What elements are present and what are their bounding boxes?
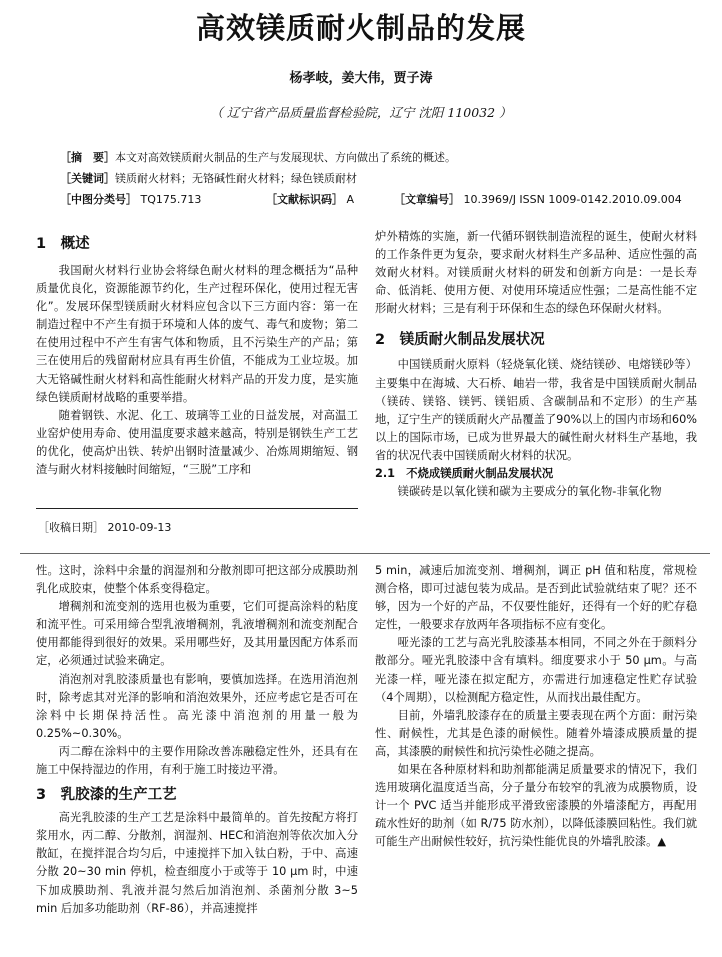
upper-right-column [375,228,697,501]
abstract-text: 本文对高效镁质耐火制品的生产与发展现状、方向做出了系统的概述。 [115,151,456,164]
paragraph: 消泡剂对乳胶漆质量也有影响，要慎加选择。在选用消泡剂时，除考虑其对光泽的影响和消泡效果外，还应考虑它是否可在涂料中长期保持活性。高光漆中消泡剂的用量一般为0.25%~0.30%。 [36,672,358,740]
paragraph: 中国镁质耐火原料（轻烧氧化镁、烧结镁砂、电熔镁砂等）主要集中在海城、大石桥、岫岩一带，我省是中国镁质耐火制品（镁砖、镁铬、镁钙、镁铝质、含碳制品和不定形）的生产基地，辽宁生产的镁质耐火产品覆盖了90%以上的国内市场和60%以上的国际市场，已成为世界最大的碱性耐火材料生产基地，我省的状况代表中国镁质耐火材料的状况。 [375,358,697,462]
footnote-divider [36,508,358,509]
subsection-2-1-heading: 2.1 不烧成镁质耐火制品发展状况 [375,467,554,481]
paragraph: 丙二醇在涂料中的主要作用除改善冻融稳定性外，还具有在施工中保持湿边的作用，有利于施工时接边平滑。 [36,744,358,777]
section-2-heading: 2 镁质耐火制品发展状况 [375,332,545,349]
paragraph: 5 min，减速后加流变剂、增稠剂，调正 pH 值和粘度，常规检测合格，即可过滤包装为成品。是否到此试验就结束了呢？还不够，因为一个好的产品，不仅要性能好，还得有一个好的贮存稳定性，一般要求存放两年各项指标不应有变化。 [375,564,697,632]
paragraph: 增稠剂和流变剂的选用也极为重要，它们可提高涂料的粘度和流平性。可采用缔合型乳液增稠剂，乳液增稠剂和流变剂配合使用都能得到很好的效果。采用哪些好，及其用量因配方体系而定，必须通过试验来确定。 [36,600,358,668]
clc-label: ［中图分类号］ [60,193,137,206]
upper-left-column [36,232,358,479]
paragraph: 我国耐火材料行业协会将绿色耐火材料的理念概括为“品种质量优良化，资源能源节约化，生产过程环保化，使用过程无害化”。发展环保型镁质耐火材料应包含以下三方面内容：第一在制造过程中不产生有损于环境和人体的废气、毒气和废物；第二在使用过程中不产生有害气体和物质，且不污染生产的产品；第三在使用后的残留耐材应具有再生价值，不能成为工业垃圾。加大无铬碱性耐火材料和高性能耐火材料产品的开发力度，是实施绿色镁质耐材战略的重要举措。 [36,264,358,404]
keywords-line [60,171,700,186]
article-no-line [394,192,704,207]
article-no-label: ［文章编号］ [394,193,460,206]
abstract-line [60,150,700,165]
doc-code-label: ［文献标识码］ [266,193,343,206]
paragraph: 随着钢铁、水泥、化工、玻璃等工业的日益发展，对高温工业窑炉使用寿命、使用温度要求越来越高，特别是钢铁生产工艺的优化，使高炉出铁、转炉出钢时渣量减少、冶炼周期缩短、钢渣与耐火材料接触时间缩短，“三脱”工序和 [36,408,358,477]
clc-value: TQ175.713 [140,193,202,206]
article-no-value: 10.3969/J ISSN 1009-0142.2010.09.004 [463,193,682,206]
paragraph: 镁碳砖是以氧化镁和碳为主要成分的氧化物-非氧化物 [397,485,662,499]
paragraph: 性。这时，涂料中余量的润湿剂和分散剂即可把这部分成膜助剂乳化成胶束，使整个体系变得稳定。 [36,564,358,596]
paragraph: 高光乳胶漆的生产工艺是涂料中最简单的。首先按配方将打浆用水，丙二醇、分散剂，润湿剂、HEC和消泡剂等依次加入分散缸，在搅拌混合均匀后，中速搅拌下加入钛白粉，于中、高速分散 20~30 min 停机，检查细度小于或等于 10 μm 时，中速下加成膜助剂、乳液并混匀然后加消泡剂、杀菌剂分散 3~5 min 后加多功能助剂（RF-86），并高速搅拌 [36,811,358,915]
lower-left-column [36,562,358,918]
keywords-label: ［关键词］ [60,172,115,185]
affiliation: （ 辽宁省产品质量监督检验院，辽宁 沈阳 110032 ） [210,105,512,120]
paragraph: 炉外精炼的实施，新一代循环钢铁制造流程的诞生，使耐火材料的工作条件更为复杂，要求耐火材料生产多品种、适应性强的高效耐火材料。对镁质耐火材料的研发和创新方向是：一是长寿命、低消耗、使用方便、对使用环境适应性强；二是高性能不定形耐火材料；三是有利于环保和生态的绿色环保耐火材料。 [375,230,697,316]
keywords-text: 镁质耐火材料；无铬碱性耐火材料；绿色镁质耐材 [115,172,357,185]
authors: 杨孝岐，姜大伟，贾子涛 [289,71,433,86]
abstract-label: ［摘 要］ [60,151,115,164]
section-1-heading: 1 概述 [36,236,90,252]
paragraph: 目前，外墙乳胶漆存在的质量主要表现在两个方面：耐污染性、耐候性，尤其是色漆的耐候性。随着外墙漆成膜质量的提高，其漆膜的耐候性和抗污染性必随之提高。 [375,708,697,758]
lower-right-column [375,562,697,852]
section-3-heading: 3 乳胶漆的生产工艺 [36,787,177,804]
received-date: ［收稿日期］ 2010-09-13 [38,521,172,534]
article-title: 高效镁质耐火制品的发展 [195,11,526,45]
paragraph: 哑光漆的工艺与高光乳胶漆基本相同，不同之外在于颜料分散部分。哑光乳胶漆中含有填料。细度要求小于 50 μm。与高光漆一样，哑光漆在拟定配方，亦需进行加速稳定性贮存试验（4个周期），以检测配方稳定性，从而找出最佳配方。 [375,636,697,704]
doc-code-value: A [346,193,355,206]
paragraph: 如果在各种原材料和助剂都能满足质量要求的情况下，我们选用玻璃化温度适当高，分子量分布较窄的乳液为成膜物质，设计一个 PVC 适当并能形成平滑致密漆膜的外墙漆配方，再配用疏水性好的助剂（如 R/75 防水剂），以降低漆膜回粘性。我们就可能生产出耐候性较好，抗污染性能优良的外墙乳胶漆。▲ [375,763,697,849]
page-divider [20,553,710,554]
doc-code-line [266,192,386,207]
